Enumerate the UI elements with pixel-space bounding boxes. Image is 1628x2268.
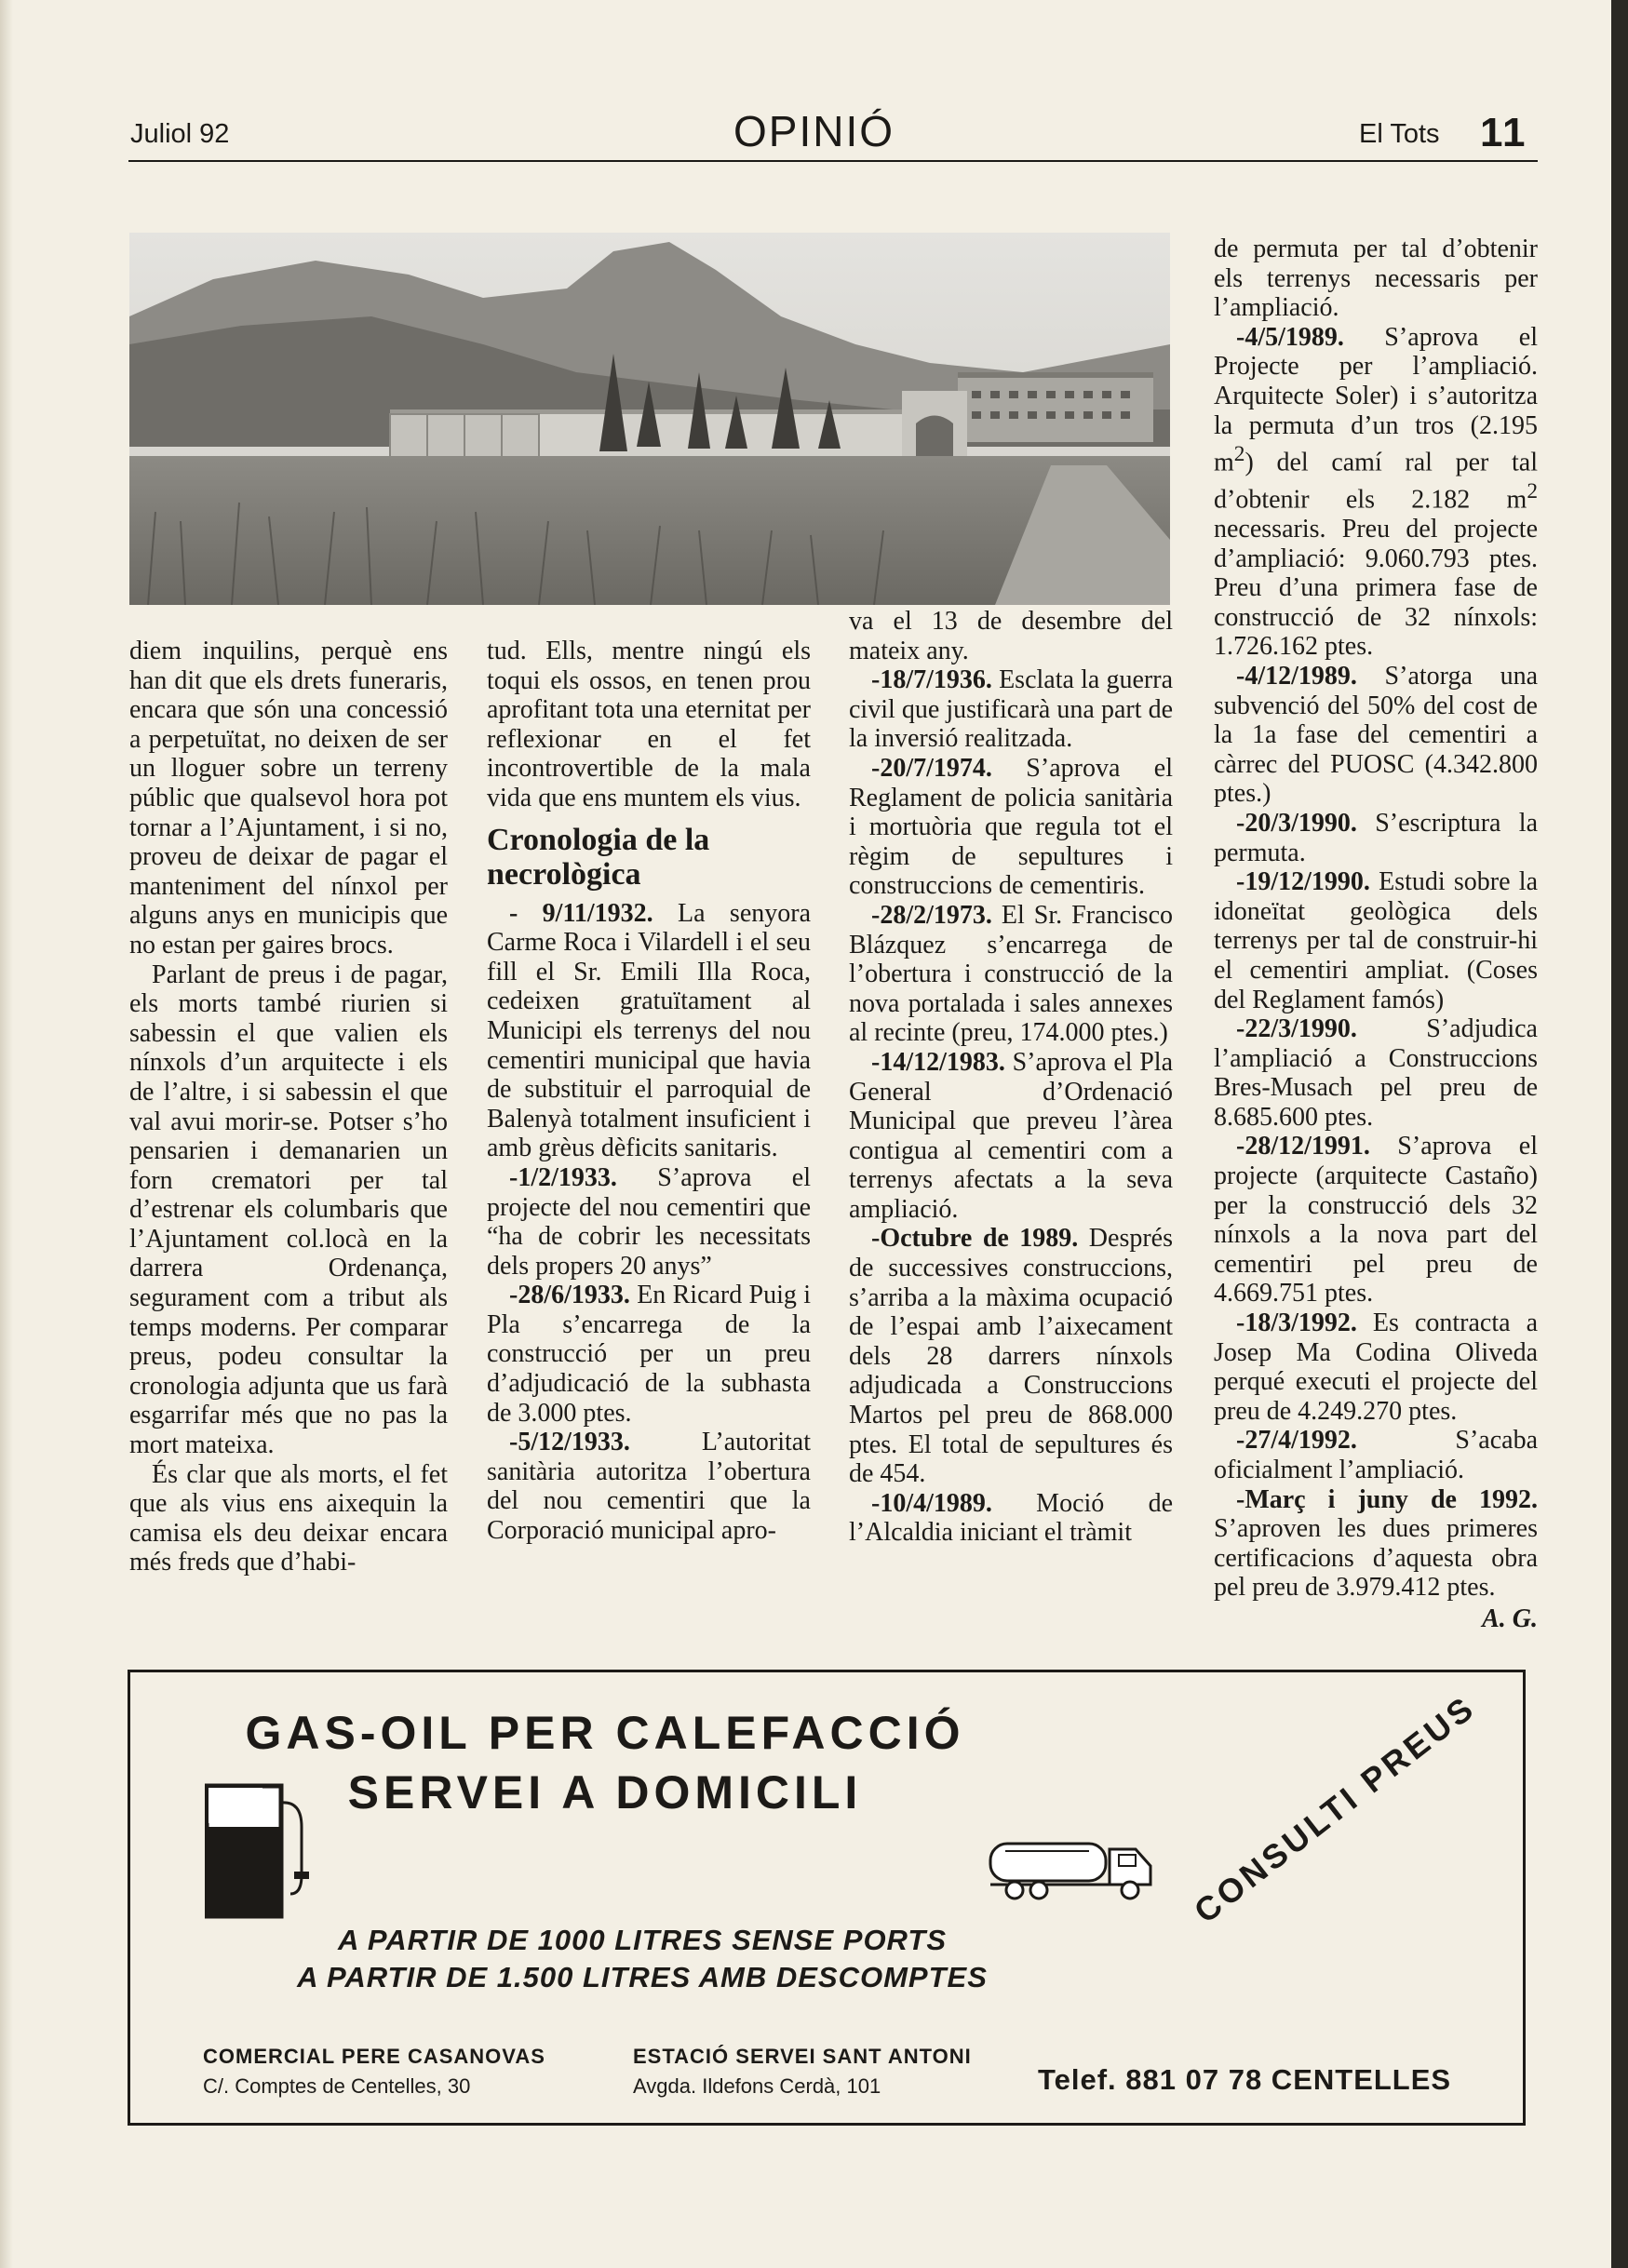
paragraph: va el 13 de desembre del mateix any. bbox=[849, 607, 1173, 665]
article-column-2 bbox=[487, 637, 811, 1546]
gasoil-advertisement bbox=[128, 1670, 1526, 2126]
page-number: 11 bbox=[1480, 110, 1527, 155]
entry-date: -1/2/1933. bbox=[509, 1162, 617, 1192]
chronology-entry bbox=[1214, 1426, 1538, 1484]
entry-text: S’aprova el Reglament de policia sanitària i mortuòria que regula tot el règim de sepultures i construccions de cementiris. bbox=[849, 753, 1173, 901]
chronology-entry bbox=[487, 1281, 811, 1428]
entry-text: S’aprova el projecte del nou cementiri que “ha de cobrir les necessitats dels propers 20 anys” bbox=[487, 1162, 811, 1281]
paragraph: de permuta per tal d’obtenir els terrenys necessaris per l’ampliació. bbox=[1214, 235, 1538, 323]
page-shadow-left bbox=[0, 0, 13, 2268]
chronology-entry bbox=[487, 1428, 811, 1545]
fuel-pump-icon bbox=[205, 1782, 316, 1926]
entry-text: El Sr. Francisco Blázquez s’encarrega de l’obertura i construcció de la nova portalada i sales annexes al recinte (preu, 174.000 ptes.) bbox=[849, 900, 1173, 1048]
business-address: C/. Comptes de Centelles, 30 bbox=[203, 2074, 471, 2098]
entry-date: -Març i juny de 1992. bbox=[1236, 1484, 1538, 1514]
entry-text: La senyora Carme Roca i Vilardell i el seu fill el Sr. Emili Illa Roca, cedeixen gratuïtament al Municipi els terrenys del nou cementiri municipal que havia de substituir el parroquial de Balenyà totalment insuficient i amb grèus dèficits sanitaris. bbox=[487, 898, 811, 1163]
entry-date: -18/3/1992. bbox=[1236, 1308, 1357, 1338]
chronology-entry bbox=[1214, 1308, 1538, 1426]
entry-text: ) del camí ral per tal d’obtenir els 2.182 m bbox=[1214, 448, 1538, 515]
cemetery-photo bbox=[129, 233, 1170, 605]
chronology-entry bbox=[1214, 1132, 1538, 1308]
chronology-entry bbox=[487, 1163, 811, 1281]
paragraph: tud. Ells, mentre ningú els toqui els ossos, en tenen prou aprofitant tota una eternitat per reflexionar en el fet incontrovertible de la mala vida que ens muntem els vius. bbox=[487, 637, 811, 812]
entry-date: -28/6/1933. bbox=[509, 1281, 630, 1310]
superscript: 2 bbox=[1233, 442, 1245, 467]
chronology-entry bbox=[849, 1224, 1173, 1488]
chronology-entry bbox=[1214, 809, 1538, 867]
entry-text: S’escriptura la permuta. bbox=[1214, 808, 1538, 867]
entry-date: -28/12/1991. bbox=[1236, 1132, 1370, 1161]
consult-prices-stamp: CONSULTI PREUS bbox=[1187, 1687, 1483, 1931]
paragraph: És clar que als morts, el fet que als vius ens aixequin la camisa els deu deixar encara més freds que d’habi- bbox=[129, 1459, 448, 1577]
entry-date: -10/4/1989. bbox=[871, 1488, 992, 1518]
article-column-1 bbox=[129, 637, 448, 1577]
entry-text: Després de successives construccions, s’arriba a la màxima ocupació de l’espai amb l’aixecament dels 28 darrers nínxols adjudicada a Construccions Martos pel preu de 868.000 ptes. El total de sepultures és de 454. bbox=[849, 1224, 1173, 1489]
entry-text: S’aprova el projecte (arquitecte Castaño) per la construcció dels 32 nínxols a la nova part del cementiri pel preu de 4.669.751 ptes. bbox=[1214, 1132, 1538, 1308]
ad-offer-line: A PARTIR DE 1000 LITRES SENSE PORTS bbox=[337, 1924, 948, 1956]
chronology-entry bbox=[1214, 1485, 1538, 1603]
entry-text: S’aprova el Pla General d’Ordenació Municipal que preveu l’àrea contigua al cementiri com a terrenys afectats a la seva ampliació. bbox=[849, 1047, 1173, 1224]
entry-date: -22/3/1990. bbox=[1236, 1014, 1357, 1044]
entry-date: -20/3/1990. bbox=[1236, 808, 1357, 838]
page-edge-dark bbox=[1611, 0, 1628, 2268]
business-address: Avgda. Ildefons Cerdà, 101 bbox=[633, 2074, 881, 2098]
entry-text: Esclata la guerra civil que justificarà una part de la inversió realitzada. bbox=[849, 665, 1173, 754]
chronology-entry bbox=[849, 665, 1173, 754]
article-column-3 bbox=[849, 607, 1173, 1548]
ad-headline: GAS-OIL PER CALEFACCIÓ bbox=[245, 1707, 965, 1759]
chronology-entry bbox=[1214, 1014, 1538, 1132]
business-name: COMERCIAL PERE CASANOVAS bbox=[203, 2045, 545, 2068]
entry-text: S’aprova el Projecte per l’ampliació. Arquitecte Soler) i s’autoritza la permuta d’un tros (2.195 m bbox=[1214, 322, 1538, 477]
business-name: ESTACIÓ SERVEI SANT ANTONI bbox=[633, 2045, 972, 2068]
entry-date: - 9/11/1932. bbox=[509, 898, 653, 928]
publication-name: El Tots bbox=[1359, 119, 1440, 149]
chronology-entry bbox=[849, 901, 1173, 1048]
entry-date: -19/12/1990. bbox=[1236, 867, 1370, 897]
chronology-entry bbox=[849, 754, 1173, 901]
chronology-entry bbox=[1214, 662, 1538, 809]
entry-date: -5/12/1933. bbox=[509, 1428, 630, 1457]
entry-text: L’autoritat sanitària autoritza l’obertura del nou cementiri que la Corporació municipal apro- bbox=[487, 1428, 811, 1546]
entry-text: Estudi sobre la idoneïtat geològica dels terrenys per tal de construir-hi el cementiri ampliat. (Coses del Reglament famós) bbox=[1214, 867, 1538, 1014]
section-title: OPINIÓ bbox=[733, 107, 895, 155]
entry-date: -27/4/1992. bbox=[1236, 1426, 1357, 1456]
entry-date: -28/2/1973. bbox=[871, 900, 992, 930]
paragraph: diem inquilins, perquè ens han dit que els drets funeraris, encara que són una concessió a perpetuïtat, no deixen de ser un lloguer sobre un terreny públic que qualsevol hora pot tornar a l’Ajuntament, i si no, proveu de deixar de pagar el manteniment del nínxol per alguns anys en municipis que no estan per gaires brocs. bbox=[129, 637, 448, 960]
entry-date: -4/5/1989. bbox=[1236, 322, 1344, 352]
entry-text: necessaris. Preu del projecte d’ampliació: 9.060.793 ptes. Preu d’una primera fase de construcció de 32 nínxols: 1.726.162 ptes. bbox=[1214, 515, 1538, 662]
chronology-heading: Cronologia de la necrològica bbox=[487, 822, 710, 892]
chronology-entry bbox=[1214, 323, 1538, 662]
entry-text: En Ricard Puig i Pla s’encarrega de la construcció per un preu d’adjudicació de la subhasta de 3.000 ptes. bbox=[487, 1281, 811, 1428]
entry-text: S’aproven les dues primeres certificacions d’aquesta obra pel preu de 3.979.412 ptes. bbox=[1214, 1514, 1538, 1603]
superscript: 2 bbox=[1527, 479, 1538, 504]
paragraph: Parlant de preus i de pagar, els morts també riurien si sabessin el que valien els nínxols d’un arquitecte i els de l’altre, i si sabessin el que val avui morir-se. Potser s’ho pensarien i demanarien un forn crematori per tal d’estrenar els columbaris que l’Ajuntament col.locà en la darrera Ordenança, segurament com a tribut als temps moderns. Per comparar preus, podeu consultar la cronologia adjunta que us farà esgarrifar més que no pas la mort mateixa. bbox=[129, 960, 448, 1460]
article-column-4 bbox=[1214, 235, 1538, 1634]
phone-number: Telef. 881 07 78 CENTELLES bbox=[1038, 2063, 1452, 2096]
ad-subheadline: SERVEI A DOMICILI bbox=[347, 1766, 863, 1818]
chronology-entry bbox=[849, 1048, 1173, 1225]
header-rule bbox=[128, 160, 1538, 162]
author-signature: A. G. bbox=[1482, 1604, 1538, 1633]
entry-text: S’atorga una subvenció del 50% del cost de la 1a fase del cementiri a càrrec del PUOSC (4.342.800 ptes.) bbox=[1214, 661, 1538, 809]
entry-text: Moció de l’Alcaldia iniciant el tràmit bbox=[849, 1488, 1173, 1548]
entry-text: S’acaba oficialment l’ampliació. bbox=[1214, 1426, 1538, 1484]
tanker-truck-icon bbox=[987, 1831, 1164, 1910]
chronology-entry bbox=[487, 899, 811, 1163]
chronology-entry bbox=[849, 1489, 1173, 1548]
entry-date: -14/12/1983. bbox=[871, 1047, 1005, 1077]
chronology-entry bbox=[1214, 867, 1538, 1014]
entry-date: -Octubre de 1989. bbox=[871, 1224, 1079, 1254]
ad-offer-line: A PARTIR DE 1.500 LITRES AMB DESCOMPTES bbox=[297, 1961, 988, 1993]
entry-date: -4/12/1989. bbox=[1236, 661, 1357, 691]
entry-date: -18/7/1936. bbox=[871, 665, 992, 695]
entry-date: -20/7/1974. bbox=[871, 753, 992, 783]
entry-text: Es contracta a Josep Ma Codina Oliveda perqué executi el projecte del preu de 4.249.270 ptes. bbox=[1214, 1308, 1538, 1426]
issue-date: Juliol 92 bbox=[130, 119, 230, 149]
entry-text: S’adjudica l’ampliació a Construccions Bres-Musach pel preu de 8.685.600 ptes. bbox=[1214, 1014, 1538, 1132]
